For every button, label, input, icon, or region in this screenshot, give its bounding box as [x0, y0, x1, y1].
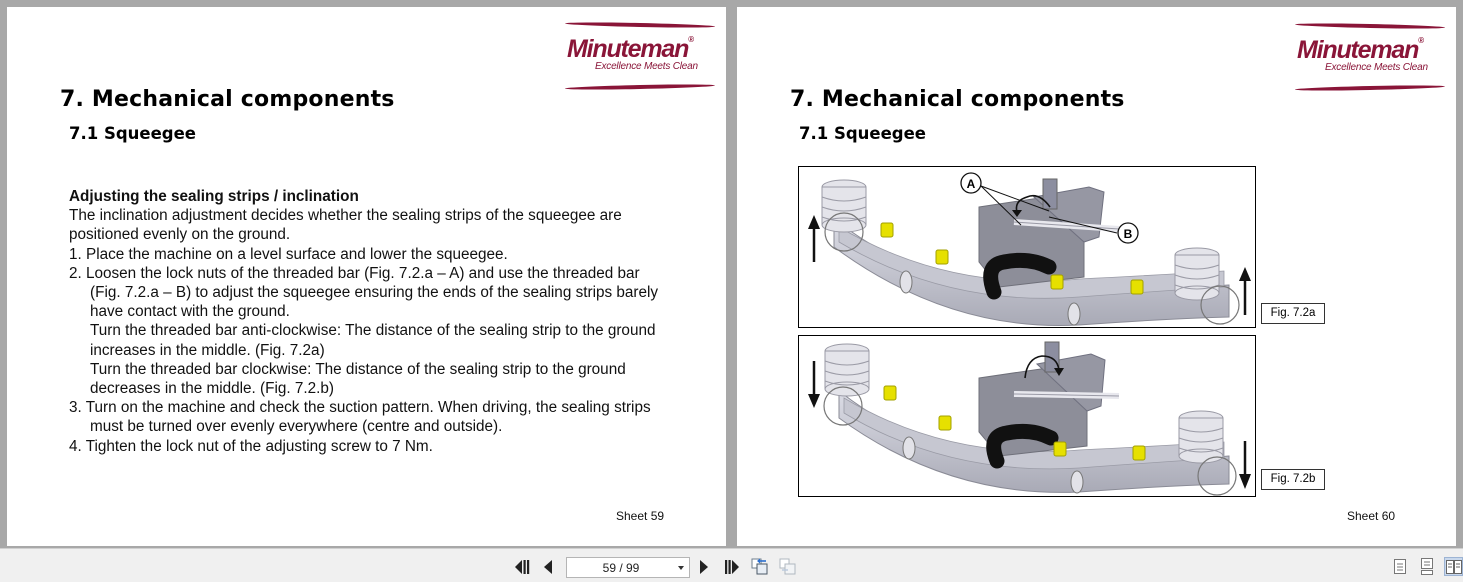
next-view-icon	[779, 558, 797, 575]
last-page-button[interactable]	[723, 558, 740, 575]
logo-swoosh-top	[1295, 22, 1445, 29]
previous-page-icon	[543, 560, 553, 574]
previous-view-icon	[751, 558, 769, 575]
chapter-title: 7. Mechanical components	[790, 87, 1125, 112]
previous-view-button[interactable]	[750, 558, 770, 575]
step-1: 1. Place the machine on a level surface and lower the squeegee.	[69, 245, 508, 263]
continuous-view-button[interactable]	[1419, 558, 1435, 575]
next-page-button[interactable]	[697, 558, 711, 575]
page-60	[737, 7, 1456, 546]
logo-tagline: Excellence Meets Clean	[595, 61, 698, 72]
section-title: 7.1 Squeegee	[69, 124, 196, 143]
page-number-selector[interactable]	[566, 557, 690, 578]
continuous-page-icon	[1421, 558, 1433, 575]
text-line: (Fig. 7.2.a – B) to adjust the squeegee ensuring the ends of the sealing strips barely	[90, 284, 659, 302]
logo-swoosh-top	[565, 21, 715, 28]
next-page-icon	[699, 560, 709, 574]
svg-text:A: A	[966, 177, 976, 191]
sheet-number: Sheet 59	[616, 509, 665, 523]
figure-7-2a-squeegee-illustration	[798, 166, 1256, 328]
last-page-icon	[724, 560, 740, 574]
navigation-toolbar	[0, 548, 1463, 582]
single-page-view-button[interactable]	[1392, 558, 1408, 575]
text-line: Turn the threaded bar clockwise: The distance of the sealing strip to the ground	[90, 360, 626, 378]
chapter-title: 7. Mechanical components	[60, 87, 395, 112]
two-page-view-button[interactable]	[1444, 557, 1463, 576]
step-2: 2. Loosen the lock nuts of the threaded bar (Fig. 7.2.a – A) and use the threaded bar	[69, 264, 640, 282]
text-line: positioned evenly on the ground.	[69, 226, 291, 244]
sheet-number: Sheet 60	[1347, 509, 1396, 523]
subheading: Adjusting the sealing strips / inclination	[69, 188, 359, 205]
first-page-button[interactable]	[513, 558, 530, 575]
first-page-icon	[514, 560, 530, 574]
logo-tagline: Excellence Meets Clean	[1325, 62, 1428, 73]
previous-page-button[interactable]	[541, 558, 555, 575]
step-4: 4. Tighten the lock nut of the adjusting screw to 7 Nm.	[69, 437, 433, 455]
chevron-down-icon	[678, 566, 684, 570]
minuteman-logo	[1295, 24, 1445, 94]
next-view-button[interactable]	[778, 558, 798, 575]
squeegee-illustration	[799, 336, 1256, 497]
two-page-icon	[1446, 560, 1462, 574]
figure-7-2b-squeegee-illustration	[798, 335, 1256, 497]
logo-swoosh-bottom	[565, 83, 715, 90]
figure-label-7-2a: Fig. 7.2a	[1261, 303, 1325, 324]
squeegee-illustration	[799, 167, 1256, 328]
section-title: 7.1 Squeegee	[799, 124, 926, 143]
svg-text:B: B	[1123, 227, 1133, 241]
instructions-text	[69, 187, 709, 456]
step-3: 3. Turn on the machine and check the suction pattern. When driving, the sealing strips	[69, 399, 651, 417]
text-line: Turn the threaded bar anti-clockwise: The distance of the sealing strip to the ground	[90, 322, 656, 340]
minuteman-logo	[565, 23, 715, 93]
logo-name: Minuteman®	[1297, 36, 1425, 64]
figure-label-7-2b: Fig. 7.2b	[1261, 469, 1325, 490]
text-line: increases in the middle. (Fig. 7.2a)	[90, 341, 325, 359]
text-line: must be turned over evenly everywhere (centre and outside).	[90, 418, 503, 436]
page-indicator: 59 / 99	[602, 561, 640, 575]
text-line: have contact with the ground.	[90, 303, 290, 321]
logo-swoosh-bottom	[1295, 84, 1445, 91]
logo-name: Minuteman®	[567, 35, 695, 63]
single-page-icon	[1394, 559, 1406, 574]
page-59	[7, 7, 726, 546]
text-line: The inclination adjustment decides whether the sealing strips of the squeegee are	[69, 207, 622, 225]
text-line: decreases in the middle. (Fig. 7.2.b)	[90, 380, 335, 398]
